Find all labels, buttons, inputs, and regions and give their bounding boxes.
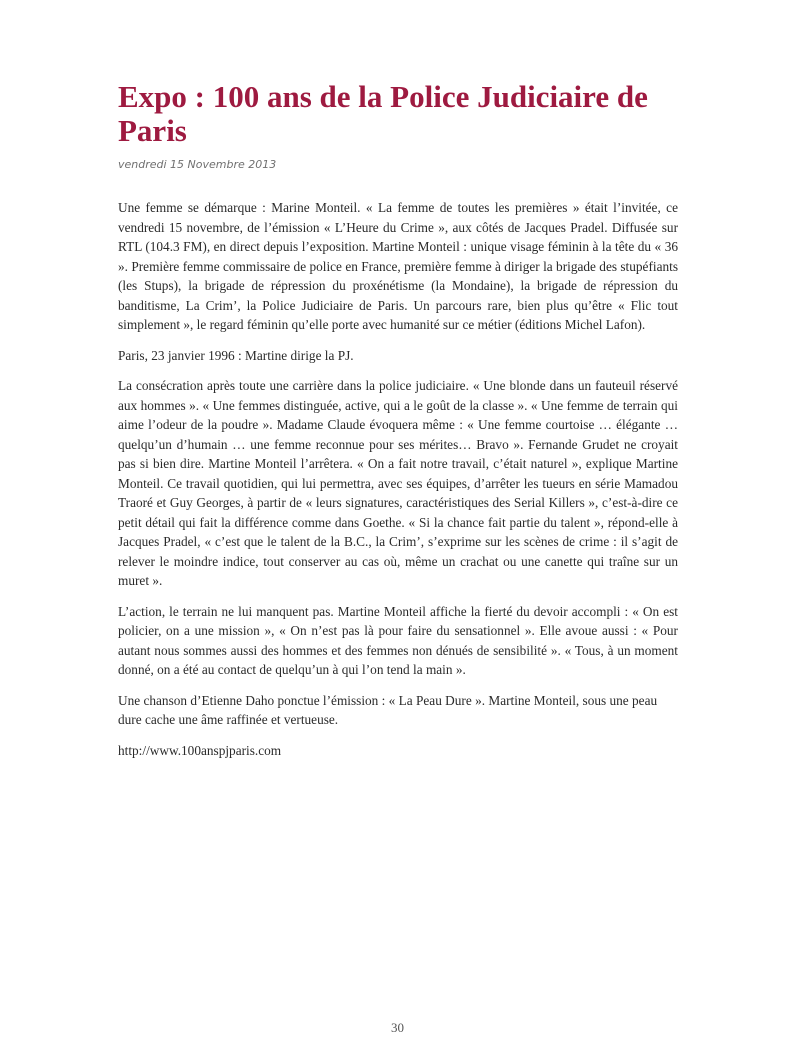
paragraph-dateline: Paris, 23 janvier 1996 : Martine dirige la PJ. (118, 347, 354, 363)
paragraph-consecration: La consécration après toute une carrière dans la police judiciaire. « Une blonde dans un fauteuil réservé aux hommes ». « Une femmes distinguée, active, qui a le goût de la classe ». « Une femme de terrain qui aime l’odeur de la poudre ». Madame Claude évoquera même : « Une femme courtoise … élégante … quelqu’un d’humain … une femme reconnue pour ses mérites… Bravo ». Fernande Grudet ne croyait pas si bien dire. Martine Monteil l’arrêtera. « On a fait notre travail, c’était naturel », explique Martine Monteil. Ce travail quotidien, qui lui permettra, avec ses équipes, d’arrêter les tueurs en série Mamadou Traoré et Guy Georges, à partir de « leurs signatures, caractéristiques des Serial Killers », c’est-à-dire ce petit détail qui fait la différence comme dans Goethe. « Si la chance fait partie du talent », répond-elle à Jacques Pradel, « c’est que le talent de la B.C., la Crim’, s’exprime sur les scènes de crime : il s’agit de relever le moindre indice, tout conserver au cas où, même un crachat ou une canette qui traîne sur un muret ». (118, 378, 678, 588)
page-number: 30 (391, 1020, 404, 1035)
paragraph-action: L’action, le terrain ne lui manquent pas. Martine Monteil affiche la fierté du devoir accompli : « On est policier, on a une mission », « On n’est pas là pour faire du sensationnel ». Elle avoue aussi : « Pour autant nous sommes aussi des hommes et des femmes non dénués de sensibilité ». « Tous, à un moment donné, on a été au contact de quelqu’un à qui l’on tend la main ». (118, 603, 678, 677)
website-link[interactable]: http://www.100anspjparis.com (118, 742, 282, 758)
paragraph-chanson: Une chanson d’Etienne Daho ponctue l’émission : « La Peau Dure ». Martine Monteil, sous une peau dure cache une âme raffinée et vertueuse. (118, 692, 658, 727)
article-date: vendredi 15 Novembre 2013 (118, 158, 277, 171)
article-title: Expo : 100 ans de la Police Judiciaire de Paris (118, 79, 648, 148)
article-body (118, 198, 678, 771)
paragraph-intro: Une femme se démarque : Marine Monteil. « La femme de toutes les premières » était l’invitée, ce vendredi 15 novembre, de l’émission « L’Heure du Crime », aux côtés de Jacques Pradel. Diffusée sur RTL (104.3 FM), en direct depuis l’exposition. Martine Monteil : unique visage féminin à la tête du « 36 ». Première femme commissaire de police en France, première femme à diriger la brigade des stupéfiants (les Stups), la brigade de répression du proxénétisme (la Mondaine), la brigade de répression du banditisme, La Crim’, la Police Judiciaire de Paris. Un parcours rare, bien plus qu’être « Flic tout simplement », le regard féminin qu’elle porte avec humanité sur ce métier (éditions Michel Lafon). (118, 200, 678, 332)
